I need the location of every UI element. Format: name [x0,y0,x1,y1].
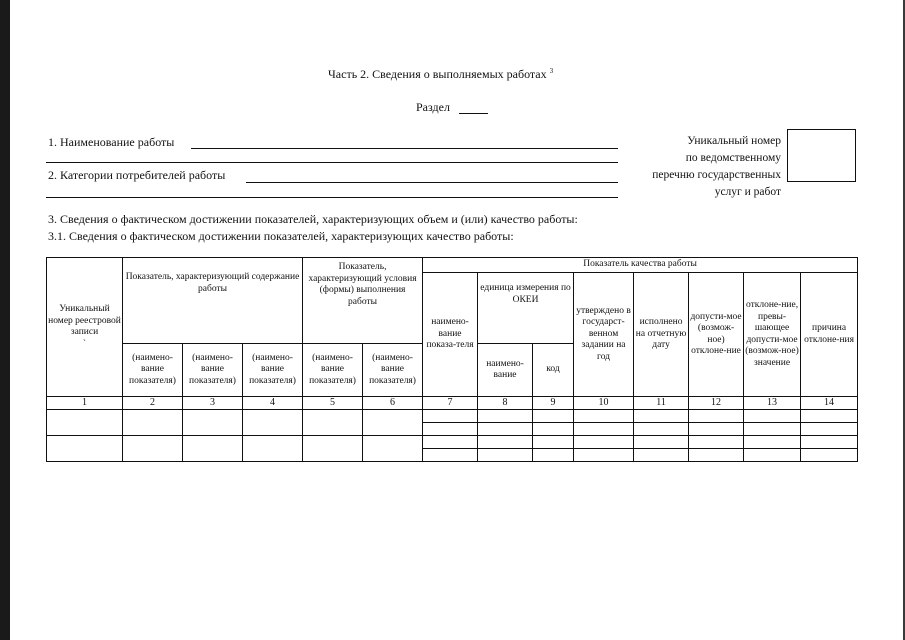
field-work-name-label: 1. Наименование работы [48,135,175,149]
header-content-indicator-1: (наимено-вание показателя) [123,344,183,397]
column-number: 11 [634,397,689,410]
header-executed: исполнено на отчетную дату [634,273,689,397]
table-cell[interactable] [801,436,858,449]
table-cell[interactable] [183,410,243,436]
table-cell[interactable] [533,449,574,462]
table-cell[interactable] [801,410,858,423]
table-cell[interactable] [243,436,303,462]
header-approved: утверждено в государст-венном задании на год [574,273,634,397]
column-number: 1 [47,397,123,410]
unique-number-label [628,133,781,201]
table-cell[interactable] [243,410,303,436]
field-consumers-line2[interactable] [46,197,618,198]
table-cell[interactable] [689,449,744,462]
column-number: 9 [533,397,574,410]
header-unit-name: наимено-вание [478,344,533,397]
field-work-name-line[interactable] [191,148,618,149]
table-cell[interactable] [574,449,634,462]
table-cell[interactable] [423,449,478,462]
column-number: 3 [183,397,243,410]
header-reason: причина отклоне-ния [801,273,858,397]
table-cell[interactable] [533,436,574,449]
column-number: 13 [744,397,801,410]
table-cell[interactable] [634,449,689,462]
column-number: 8 [478,397,533,410]
table-cell[interactable] [634,436,689,449]
table-cell[interactable] [744,423,801,436]
table-cell[interactable] [423,436,478,449]
table-cell[interactable] [689,410,744,423]
header-content-group: Показатель, характеризующий содержание работы [123,258,303,344]
table-cell[interactable] [123,436,183,462]
header-unit-code: код [533,344,574,397]
section-number-field[interactable] [459,113,488,114]
unique-number-line-1: Уникальный номер [687,135,781,147]
column-number: 4 [243,397,303,410]
table-cell[interactable] [533,410,574,423]
column-number: 7 [423,397,478,410]
table-cell[interactable] [478,410,533,423]
column-number: 2 [123,397,183,410]
table-cell[interactable] [363,436,423,462]
column-numbers-row [47,397,858,410]
field-consumers-line[interactable] [246,182,618,183]
header-content-indicator-3: (наимено-вание показателя) [243,344,303,397]
table-cell[interactable] [574,423,634,436]
table-cell[interactable] [744,436,801,449]
paragraph-3-1: 3.1. Сведения о фактическом достижении показателей, характеризующих качество работы: [48,229,514,243]
header-indicator-name: наимено-вание показа-теля [423,273,478,397]
table-cell[interactable] [478,423,533,436]
table-cell[interactable] [478,436,533,449]
table-cell[interactable] [634,423,689,436]
table-cell[interactable] [744,410,801,423]
table-cell[interactable] [744,449,801,462]
table-row [47,410,858,423]
table-cell[interactable] [363,410,423,436]
header-registry-number-mark: ` [82,338,87,349]
table-cell[interactable] [801,449,858,462]
column-number: 12 [689,397,744,410]
table-cell[interactable] [574,436,634,449]
quality-indicators-table [46,257,858,462]
header-quality-group: Показатель качества работы [423,258,858,273]
column-number: 5 [303,397,363,410]
header-content-indicator-2: (наимено-вание показателя) [183,344,243,397]
table-cell[interactable] [689,436,744,449]
header-allowed-deviation: допусти-мое (возмож-ное) отклоне-ние [689,273,744,397]
column-number: 14 [801,397,858,410]
unique-number-line-4: услуг и работ [714,186,781,198]
table-cell[interactable] [303,436,363,462]
field-work-name-line2[interactable] [46,162,618,163]
part-title [328,67,553,82]
table-cell[interactable] [47,436,123,462]
header-conditions-group: Показатель, характеризующий условия (формы) выполнения работы [303,258,423,344]
table-cell[interactable] [47,410,123,436]
column-number: 6 [363,397,423,410]
table-cell[interactable] [689,423,744,436]
paragraph-3: 3. Сведения о фактическом достижении показателей, характеризующих объем и (или) качество работы: [48,212,578,226]
table-cell[interactable] [423,410,478,423]
header-registry-number [47,258,123,397]
table-cell[interactable] [303,410,363,436]
table-cell[interactable] [533,423,574,436]
part-title-text: Часть 2. Сведения о выполняемых работах [328,67,547,81]
unique-number-box[interactable] [787,129,856,182]
header-exceeding-deviation: отклоне-ние, превы-шающее допусти-мое (возмож-ное) значение [744,273,801,397]
header-conditions-indicator-1: (наимено-вание показателя) [303,344,363,397]
table-row [47,436,858,449]
unique-number-line-3: перечню государственных [652,169,781,181]
unique-number-line-2: по ведомственному [685,152,781,164]
section-label: Раздел [416,100,450,114]
table-cell[interactable] [801,423,858,436]
table-cell[interactable] [478,449,533,462]
table-cell[interactable] [634,410,689,423]
header-unit-okei: единица измерения по ОКЕИ [478,273,574,344]
table-cell[interactable] [123,410,183,436]
table-cell[interactable] [423,423,478,436]
header-conditions-indicator-2: (наимено-вание показателя) [363,344,423,397]
column-number: 10 [574,397,634,410]
part-title-footnote: 3 [549,67,554,75]
table-cell[interactable] [183,436,243,462]
field-consumers-label: 2. Категории потребителей работы [48,168,226,182]
scan-left-edge [0,0,10,640]
header-registry-number-text: Уникальный номер реестровой записи [48,304,121,337]
table-cell[interactable] [574,410,634,423]
